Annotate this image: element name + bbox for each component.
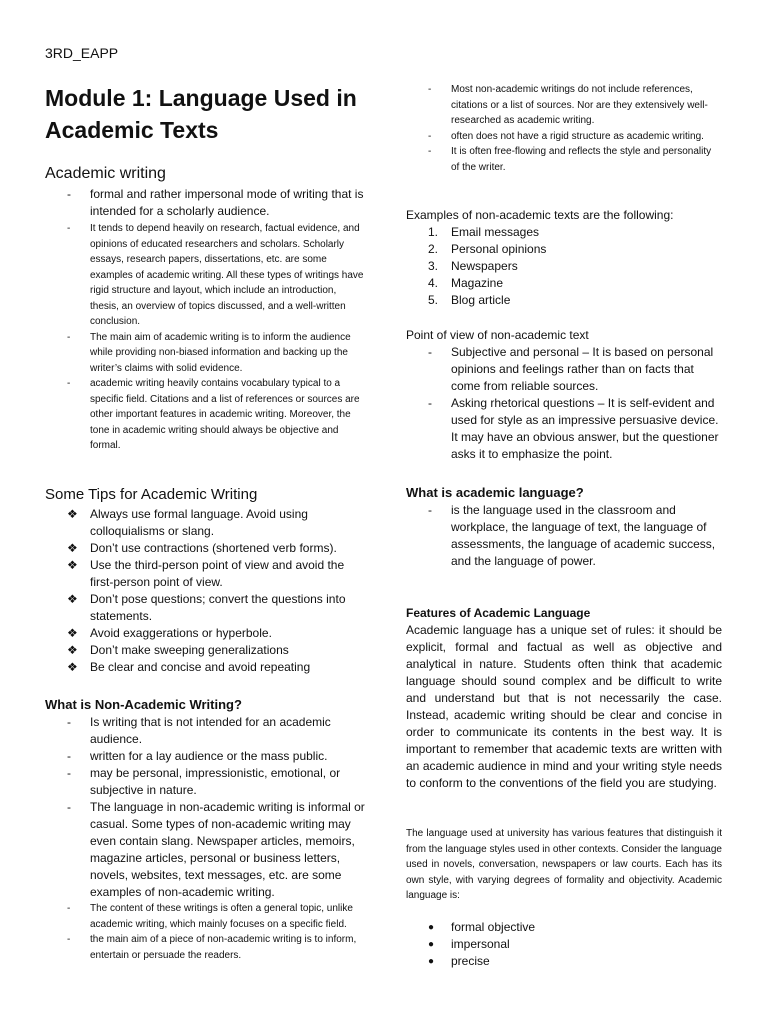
list-item: ❖ Avoid exaggerations or hyperbole. [67,626,272,640]
dash-marker: - [428,146,432,157]
dash-marker: - [67,187,71,201]
dash-marker: - [67,378,71,389]
academic-language-heading: What is academic language? [406,485,584,500]
dash-marker: - [67,223,71,234]
list-item: - Most non-academic writings do not include references, citations or a list of sources. Nor are they extensively well-researched as academic writing. [428,84,708,126]
non-academic-heading: What is Non-Academic Writing? [45,697,242,712]
course-code: 3RD_EAPP [45,45,119,61]
list-item: ❖ Use the third-person point of view and avoid the first-person point of view. [67,558,345,589]
features-paragraph: Academic language has a unique set of rules: it should be explicit, formal and factual as well as objective and analytical in nature. Students often think that academic language should sound complex and be difficult to write and understand but that is not necessarily the case. Instead, academic writing should be clear and concise in order to communicate its contents in the best way. It is important to remember that academic texts are written with an academic audience in mind and your writing style needs to conform to the conventions of the field you are studying. [406,623,722,790]
number-marker: 5. [428,293,439,307]
point-of-view-intro: Point of view of non-academic text [406,328,589,342]
list-item: - often does not have a rigid structure as academic writing. [406,129,722,145]
list-item: - The language in non-academic writing is informal or casual. Some types of non-academic writing may even contain slang. Newspaper articles, memoirs, magazine articles, personal or business letters, novels, websites, text messages, etc. are some examples of non-academic writing. [67,800,365,899]
bullet-icon: ● [428,939,435,950]
number-marker: 2. [428,242,439,256]
diamond-bullet-icon: ❖ [67,643,78,657]
examples-list [406,224,722,309]
dash-marker: - [67,749,71,763]
bullet-icon: ● [428,922,435,933]
dash-marker: - [67,331,71,343]
tips-heading: Some Tips for Academic Writing [45,486,258,503]
list-item: ❖ Don’t use contractions (shortened verb forms). [67,541,337,555]
list-item: - It is often free-flowing and reflects the style and personality of the writer. [428,146,712,173]
list-item: - It tends to depend heavily on research, factual evidence, and opinions of educated researchers and scholars. Scholarly essays, research papers, dissertations, etc. are some examples of academic writing. All these types of writings have rigid structure and layout, which include an introduction, thesis, an overview of topics discussed, and a well-written conclusion. [67,223,364,327]
dash-marker: - [67,800,71,814]
number-marker: 3. [428,259,439,273]
list-item: ● formal objective [428,920,536,934]
dash-marker: - [67,903,71,914]
list-item: ❖ Don’t make sweeping generalizations [67,643,289,657]
list-item: ● impersonal [428,937,510,951]
bullet-icon: ● [428,956,435,967]
diamond-bullet-icon: ❖ [67,541,78,555]
features-paragraph-2: The language used at university has various features that distinguish it from the language styles used in other contexts. Consider the language used in novels, conversation, newspapers or law courts. Each has its own style, with varying degrees of formality and objectivity. Academic language is: [406,828,722,901]
module-title: Module 1: Language Used in Academic Texts [45,85,357,143]
diamond-bullet-icon: ❖ [67,592,78,606]
dash-marker: - [428,503,432,517]
list-item: 2. Personal opinions [428,242,547,256]
list-item: ❖ Be clear and concise and avoid repeating [67,660,311,674]
list-item: - the main aim of a piece of non-academic writing is to inform, entertain or persuade the readers. [67,934,357,961]
academic-writing-heading: Academic writing [45,165,166,182]
dash-marker: - [428,396,432,410]
list-item: - Subjective and personal – It is based on personal opinions and feelings rather than on facts that come from reliable sources. [428,345,714,393]
list-item: ● precise [428,954,490,968]
list-item: - is the language used in the classroom and workplace, the language of text, the language of assessments, the language of academic success, and the language of power. [428,503,716,568]
dash-marker: - [428,345,432,359]
dash-marker: - [67,934,71,945]
list-item: 4. Magazine [428,276,504,290]
list-item: ❖ Don’t pose questions; convert the questions into statements. [67,592,346,623]
list-item: ❖ Always use formal language. Avoid using colloquialisms or slang. [67,507,308,538]
list-item: 5. Blog article [428,293,511,307]
examples-intro: Examples of non-academic texts are the following: [406,208,674,222]
point-of-view-list [406,344,722,463]
list-item: - formal and rather impersonal mode of writing that is intended for a scholarly audience. [67,187,364,218]
non-academic-continued-list [406,82,722,175]
dash-marker: - [428,130,432,142]
number-marker: 4. [428,276,439,290]
list-item: - academic writing heavily contains vocabulary typical to a specific field. Citations and a list of references or sources are other important features in academic writing. Moreover, the tone in academic writing should always be objective and formal. [67,378,360,451]
academic-writing-list [45,186,367,454]
list-item: - may be personal, impressionistic, emotional, or subjective in nature. [67,766,341,797]
list-item: - Asking rhetorical questions – It is self-evident and used for style as an impressive persuasive device. It may have an obvious answer, but the questioner asks it to emphasize the point. [428,396,719,461]
diamond-bullet-icon: ❖ [67,626,78,640]
dash-marker: - [67,715,71,729]
diamond-bullet-icon: ❖ [67,507,78,521]
academic-language-list [406,502,722,570]
list-item: - The main aim of academic writing is to inform the audience while providing non-biased information and backing up the writer’s claims with solid evidence. [67,331,351,374]
diamond-bullet-icon: ❖ [67,558,78,572]
list-item: - The content of these writings is often a general topic, unlike academic writing, which mainly focuses on a specific field. [67,903,353,930]
list-item: - written for a lay audience or the mass public. [67,749,328,763]
list-item: 3. Newspapers [428,259,518,273]
diamond-bullet-icon: ❖ [67,660,78,674]
tips-list [45,506,367,676]
features-heading: Features of Academic Language [406,606,591,620]
dash-marker: - [428,84,432,95]
list-item: 1. Email messages [428,225,540,239]
list-item: - Is writing that is not intended for an academic audience. [67,715,331,746]
number-marker: 1. [428,225,439,239]
non-academic-list [45,714,367,963]
dash-marker: - [67,766,71,780]
academic-language-features-list [406,919,722,970]
